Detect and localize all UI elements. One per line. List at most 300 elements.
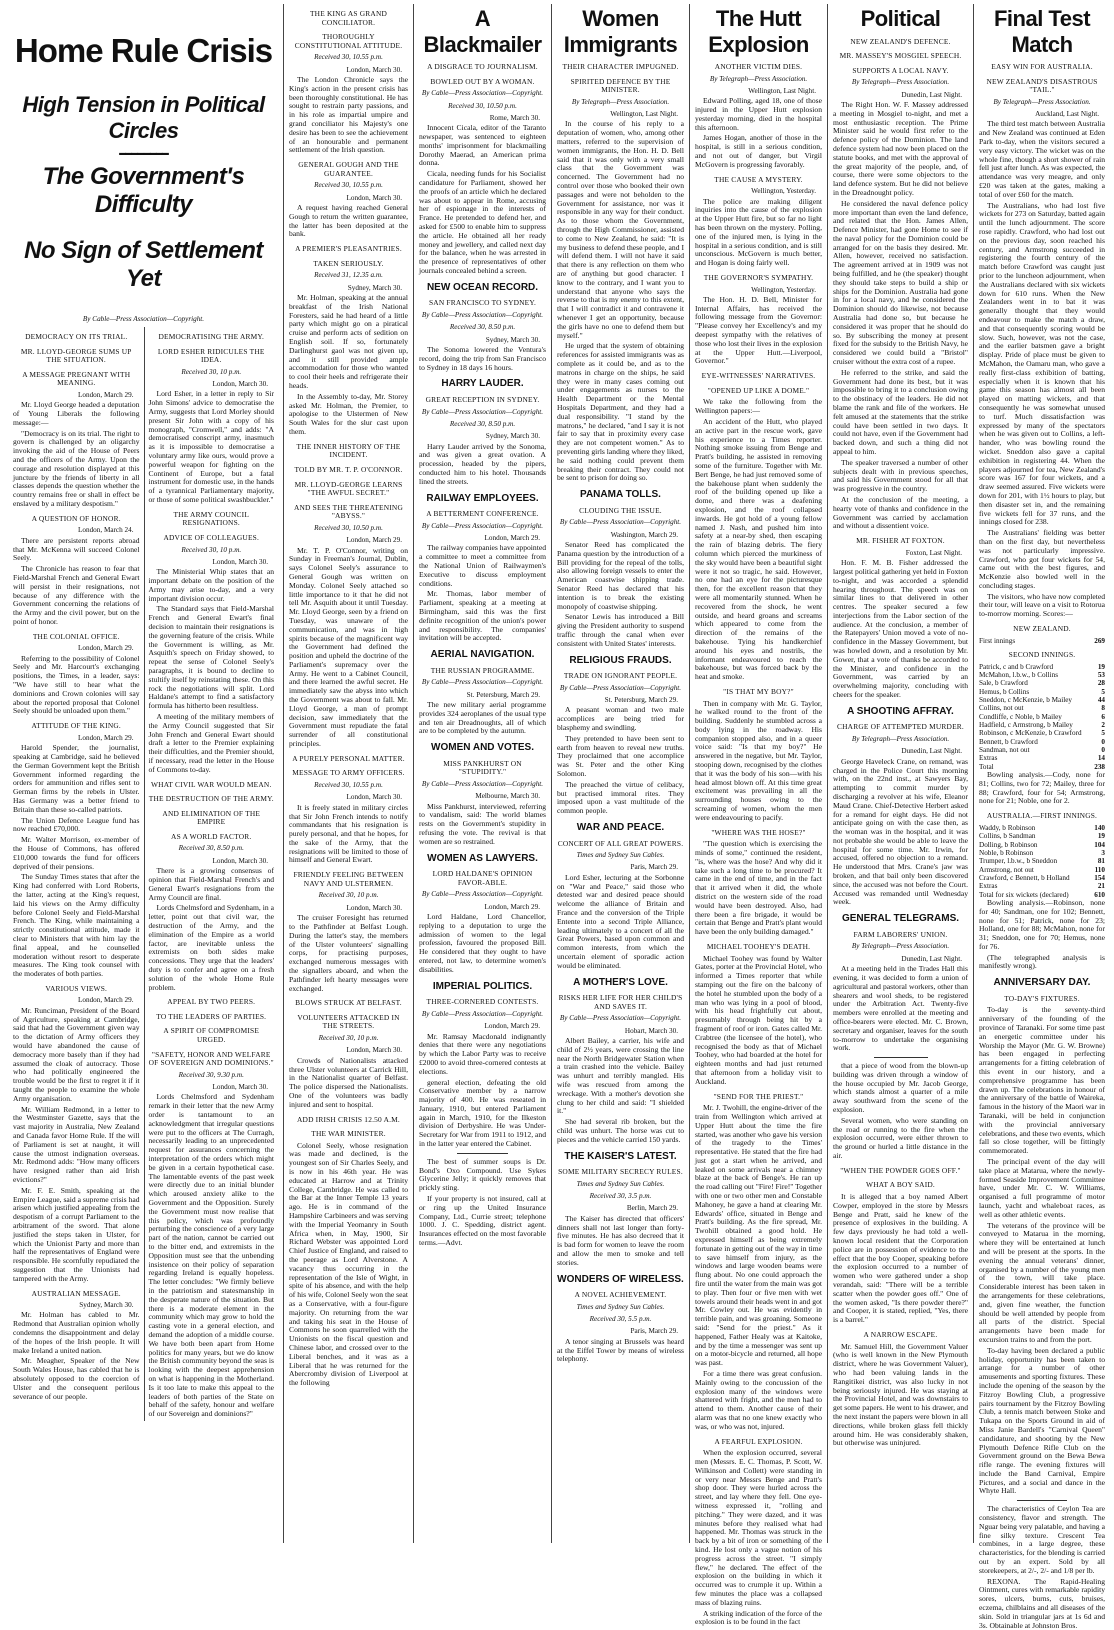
dateline: London, March 29.	[78, 390, 134, 399]
score-row	[979, 713, 1105, 721]
score-name: Trumper, l.b.w., b Sneddon	[979, 857, 1058, 866]
subhead: SPIRITED DEFENCE BY THE MINISTER.	[570, 76, 671, 95]
section-heading: WOMEN AS LAWYERS.	[427, 852, 538, 864]
subhead: CLOUDING THE ISSUE.	[579, 505, 662, 515]
scorecard-au-first	[979, 824, 1105, 891]
paragraph: She had several rib broken, but the child was unhurt. The horse was cut to pieces and the vehicle carried 150 yards.	[557, 1117, 684, 1144]
subhead: SAN FRANCISCO TO SYDNEY.	[428, 298, 537, 308]
received: Received 30, 8.50 p.m.	[449, 323, 516, 332]
score-row	[979, 679, 1105, 687]
cable-credit: By Cable—Press Association—Copyright.	[421, 678, 544, 687]
cable-credit: Times and Sydney Sun Cables.	[576, 1302, 665, 1311]
paragraph: "Democracy is on its trial. The right to govern is challenged by an oligarchy invoking the aid of the House of Peers and the officers of the Army. Upon the courage and resolution displayed at this juncture by the friends of liberty in all classes depends the question whether the country remains free or shall in effect be enslaved by a military despotism."	[13, 428, 140, 509]
score-name: Hadfield, c Armstrong, b Mailey	[979, 720, 1073, 729]
received: Received 30, 8.50 p.m.	[178, 844, 244, 853]
score-name: Crawford, c Bennett, b Holland	[979, 873, 1070, 882]
subhead: SECOND INNINGS.	[1008, 650, 1076, 659]
paragraph: The Australians, who had lost five wickets for 273 on Saturday, batted again until the lunch adjournment. The score rose rapidly. Crawford, who had lost out on the previous day, soon reached his century, and Armstrong succeeded in registering the fourth century of the match before Crawford was caught just prior to the luncheon adjournment, when the Australians declared with six wickets down for 610 runs. When the New Zealanders went in to bat it was generally thought that they would endeavour to make the match a draw, and that consequently scoring would be slow. Such, however, was not the case, and the earlier batsmen gave a bright display. Pride of place must be given to McMahon, the Oamaru man, who gave a really first-class exhibition of batting, especially when it is known that his game this season has almost all been played on matting wickets, and that consequently he was somewhat unused to turf. Much dissatisfaction was expressed by many of the spectators when he was given out to Collins, a left-hander, who was bowling round the wicket. Sneddon also gave a capital exhibition in registering 44. When the players adjourned for tea, New Zealand's score was 167 for four wickets, and a draw seemed assured. Five wickets were down for 201, with 1½ hours to play, but then disaster set in, and the remaining five wickets fell for 37 runs, and the innings closed for 238.	[979, 200, 1105, 527]
subhead: DEMOCRACY ON ITS TRIAL.	[25, 332, 128, 342]
score-row	[979, 729, 1105, 737]
subhead: MR. MASSEY'S MOSGIEL SPEECH.	[839, 51, 962, 61]
paragraph: Mr. F. E. Smith, speaking at the Empire League, said a supreme crisis had arisen which justified appealing from the despotism of a corrupt Parliament to the arbitrament of the sword. That alone justified the steps taken in Ulster, for which the Unionist Party and more than half the representatives of England were responsible. He scornfully repudiated the suggestion that the Unionists had tampered with the Army.	[13, 1185, 140, 1283]
advertisement: The characteristics of Ceylon Tea are consistency, flavor and strength. The Nguar being very palatable, and having a fine silky texture. Crescent Tea combines, in a large degree, these characteristics, for the blending is carried out by an expert. Sold by all storekeepers, at 2/-, 2/- and 1/8 per lb.	[979, 1504, 1105, 1575]
score-row	[979, 824, 1105, 832]
score-value: 238	[1094, 762, 1105, 771]
cable-credit: By Telegraph—Press Association.	[851, 78, 950, 87]
score-value: 140	[1094, 823, 1105, 832]
ornament-divider: ▬▬▬▬ ▬▬▬▬	[119, 149, 168, 158]
subhead: A DISGRACE TO JOURNALISM.	[427, 62, 538, 72]
subhead: "WHEN THE POWDER GOES OFF."	[840, 1165, 961, 1175]
score-row	[979, 754, 1105, 762]
paragraph: The visitors, who have now completed their tour, will leave on a visit to Rotorua to-morrow morning. Scores:—	[979, 591, 1105, 619]
received: Received 30, 10 p.m.	[318, 1034, 379, 1043]
subhead: TAKEN SERIOUSLY.	[313, 258, 384, 268]
score-name: Hemus, b Collins	[979, 687, 1030, 696]
dateline: St. Petersburg, March 29.	[604, 696, 678, 705]
received: Received 30, 10.55 p.m.	[314, 53, 383, 62]
paragraph: Mr. Holman, speaking at the annual breakfast of the Irish National Foresters, said he had heard of a little party which might go on a piratical cruise and perform acts of sedition on English soil. If so, fortunately Darlinghurst gaol was not given up, and it still provided ample accommodation for those who wanted to cool their heels and refrigerate their heads.	[289, 293, 408, 391]
paragraph: Mr. Ramsay Macdonald indignantly denies that there were any negotiations by which the Labor Party was to receive £2000 to avoid three-cornered contests at elections.	[419, 1031, 546, 1076]
dateline: Sydney, March 30.	[347, 283, 402, 292]
score-row	[979, 721, 1105, 729]
subhead: THE GOVERNOR'S SYMPATHY.	[703, 272, 814, 282]
subhead: MICHAEL TOOHEY'S DEATH.	[706, 942, 811, 951]
paragraph: The Sonoma lowered the Ventura's record, doing the trip from San Francisco to Sydney in 18 days 16 hours.	[419, 344, 546, 372]
subhead: TOLD BY MR. T. P. O'CONNOR.	[294, 464, 403, 474]
subhead: A SPIRIT OF COMPROMISE URGED.	[163, 1026, 260, 1045]
paragraph: To-day having been declared a public holiday, opportunity has been taken to arrange for a number of other amusements and sporting fixtures. These include the opening of the season by the Fitzroy Bowling Club, a progressive pairs tournament by the Fitzroy Bowling Club, a tennis match between Stoke and Tukapa on the Sports Ground in aid of Miss Janie Bardell's "Carnival Queen" candidature, and shooting by the New Plymouth Defence Rifle Club on the Government ground on the Bewa Bewa rifle range. The evening fixtures will include the Band Carnival, Empire Pictures, and a social and dance in the Whyte Hall.	[979, 1345, 1105, 1496]
paragraph: The Kaiser has directed that officers' dinners shall not last longer than forty-five minutes. He has also decreed that it is bad form for women to leave the room and allow the men to smoke and tell stories.	[557, 1213, 684, 1267]
subhead: THREE-CORNERED CONTESTS.	[426, 997, 539, 1007]
paragraph: Edward Polling, aged 18, one of those injured in the Upper Hutt explosion yesterday morning, died in the hospital this afternoon.	[695, 96, 822, 132]
cable-credit: By Telegraph—Press Association.	[993, 97, 1091, 106]
score-name: Armstrong, not out	[979, 865, 1034, 874]
dateline: Wellington, Yesterday.	[751, 187, 816, 196]
paragraph: When the explosion occurred, several men (Messrs. E. C. Thomas, P. Scott, W. Wilkinson and Collett) were standing in or very near Messrs Benge and Pratt's shop door. They were hurled across the street, and lay where they fell. One eye-witness expressed it, "rolling and pitching." They were dazed, and it was minutes before they realised what had happened. Mr. Thomas was struck in the back by a bit of iron or something of the kind. He lost only a vague notion of his progress across the street. "I simply flew," he declared. The effect of the explosion on the building in which it occurred was to crumple it up. Within a few minutes the place was a collapsed mass of blazing ruins.	[695, 1448, 822, 1607]
score-name: Collins, b Sandman	[979, 832, 1036, 841]
score-row	[979, 738, 1105, 746]
paragraph: To-day is the seventy-third anniversary of the founding of the province of Taranaki. For some time past an energetic committee under his Worship the Mayor (Mr. G. W. Browne) has been engaged in perfecting arrangements for a fitting celebration of this event in our history, and a comprehensive programme has been drawn up. The celebrations in honour of the anniversary of the battle of Waireka, famous in the history of the Maori war in Taranaki, will be held in conjunction with the provincial anniversary celebrations, and these two events, which fall so close together, will be fittingly commemorated.	[979, 1005, 1105, 1156]
cable-credit: Times and Sydney Sun Cables.	[576, 1179, 665, 1188]
received: Received 30, 10.50 p.m.	[314, 523, 383, 532]
score-value: 6	[1101, 712, 1105, 721]
dateline: Foxton, Last Night.	[905, 548, 962, 557]
score-value: 5	[1101, 687, 1105, 696]
subhead: A FEARFUL EXPLOSION.	[714, 1436, 803, 1446]
score-row	[979, 832, 1105, 840]
score-value: 3	[1101, 848, 1105, 857]
score-row	[979, 663, 1105, 671]
subhead: THE WAR MINISTER.	[311, 1129, 386, 1139]
subhead: THE COLONIAL OFFICE.	[32, 631, 120, 641]
paragraph: Mr. Meagher, Speaker of the New South Wales House, has cabled that he is absolutely opposed to the coercion of Ulster and the consequent perilous severance of our people.	[13, 1356, 140, 1401]
score-name: McMahon, l.b.w., b Collins	[979, 670, 1058, 679]
subhead: "OPENED UP LIKE A DOME."	[707, 385, 810, 395]
paragraph: At the conclusion of the meeting, a hearty vote of thanks and confidence in the Government was carried by acclamation and without a dissentient voice.	[833, 495, 968, 531]
home-rule-right	[144, 327, 279, 1421]
divider	[457, 1153, 508, 1154]
score-value: 44	[1097, 695, 1105, 704]
paragraph: A tenor singing at Brussels was heard at the Eiffel Tower by means of wireless telephony.	[557, 1336, 684, 1364]
subhead	[289, 1116, 408, 1125]
paragraph: In the Assembly to-day, Mr. Storey asked Mr. Holman, the Premier, to apologise to the Ulstermen of New South Wales for the slur cast upon them.	[289, 391, 408, 436]
subhead: NEW ZEALAND.	[1013, 624, 1071, 634]
subhead: WHAT CIVIL WAR WOULD MEAN.	[151, 779, 272, 789]
score-name: Extras	[979, 882, 998, 891]
section-heading: RAILWAY EMPLOYEES.	[426, 492, 539, 504]
subhead: SUPPORTS A LOCAL NAVY.	[852, 65, 949, 75]
cable-credit: By Cable—Press Association—Copyright.	[82, 314, 205, 323]
paragraph: A meeting of the military members of the Army Council suggested that Sir John French and General Ewart should draft a letter to the Premier explaining their difficulties, and the Premier should, if necessary, read the letter in the House of Commons to-day.	[148, 712, 274, 774]
score-value: 154	[1094, 873, 1105, 882]
subhead: AND ELIMINATION OF THE EMPIRE	[162, 808, 261, 827]
subhead: AUSTRALIA.—FIRST INNINGS.	[986, 811, 1098, 821]
paragraph: Mr. Lloyd George headed a deputation of Young Liberals the following message:—	[13, 400, 140, 427]
subhead: MISS PANKHURST ON "STUPIDITY."	[443, 758, 522, 777]
subhead: ADVICE OF COLLEAGUES.	[163, 533, 260, 542]
paragraph: The Ministerial Whip states that an important debate on the position of the Army may arise to-day, and a very important division occur.	[148, 567, 274, 603]
cable-credit: By Cable—Press Association—Copyright.	[421, 521, 544, 530]
headline-high-tension: High Tension in Political Circles	[22, 92, 265, 143]
dateline: London, March 29.	[484, 1022, 540, 1031]
paragraph: He urged that the system of obtaining references for assisted immigrants was as complete as it could be, and as to the matrons in charge on the ships, he said they were in many cases coming out under engagements as nurses to the Health Department or the Mental Hospitals Department, and they had a dual responsibility. "I stand by the matrons," he declared, "and I say it is not fair to say that in proximity every case they are not competent women." As to preventing girls landing where they liked, he said nothing could prevent them breaking their contract. They could not be sent to prison for doing so.	[557, 341, 684, 483]
subhead: THE KING AS GRAND CONCILIATOR.	[309, 9, 388, 27]
cable-credit: By Cable—Press Association—Copyright.	[421, 407, 544, 416]
score-value: 2	[1101, 720, 1105, 729]
section-heading: A SHOOTING AFFRAY.	[847, 705, 954, 717]
paragraph: In the course of his reply to a deputation of women, who, among other matters, referred to the supervision of women immigrants, the Hon. H. D. Bell said that it was only with a very small class that the Government was concerned. The Government had no control over those who booked their own passages and were not beholden to the Government for assistance, nor was it responsible in any way for their conduct. As to those whom the Government, through the High Commissioner, assisted to come to New Zealand, he said: "It is my business to defend these people, and I will defend them. I will not have it said that there is any reflection on them who are of anything but good character. I know to the contrary, and I want you to understand that anyone who says the reverse to that is my enemy to this extent, that I will contradict it and contravene it whenever I get an opportunity, because the girls have no one to defend them but myself."	[557, 119, 684, 340]
paragraph: He referred to the strike, and said the Government had done its best, but it was impossible to bring it to a conclusion owing to the obstinacy of the leaders. He did not blame the rank and file of the workers. He felt amused at the statements that the strike could have been settled in two days. It could not have, even if the Government had backed down, and such a thing did not appeal to him.	[833, 367, 968, 457]
divider	[874, 1057, 928, 1058]
section-heading: ANNIVERSARY DAY.	[993, 977, 1091, 989]
subhead: THE ARMY COUNCIL RESIGNATIONS.	[173, 509, 250, 528]
dateline: Washington, March 29.	[610, 530, 678, 539]
score-row	[979, 866, 1105, 874]
dateline: London, March 29.	[78, 996, 134, 1005]
subhead: THE INNER HISTORY OF THE INCIDENT.	[296, 441, 401, 460]
received: Received 30, 9.30 p.m.	[178, 1070, 244, 1079]
paragraph: Then in company with Mr. G. Taylor, he walked round to the front of the building. Suddenly he stumbled across a body lying in the roadway. His companion stopped also, and in a queer voice said: "Is that my boy?" He answered in the negative, but Mr. Taylor, stooping down, recognised by the clothes that it was the body of his son—with his head almost blown off. At this time great excitement was prevailing in all the surrounding houses owing to the screaming of women, whom the men were endeavouring to pacify.	[695, 698, 822, 822]
dateline: Wellington, Yesterday.	[751, 285, 816, 294]
cable-credit: Times and Sydney Sun Cables.	[576, 851, 665, 860]
dateline: Paris, March 29.	[630, 863, 678, 872]
dateline: Rome, March 30.	[489, 113, 540, 122]
score-name: Collins, not out	[979, 704, 1024, 713]
paragraph: Miss Pankhurst, interviewed, referring to vandalism, said: The world blames rests on the Government's stupidity in refusing the vote. The revival is that women are so restrained.	[419, 801, 546, 846]
score-value: 21	[1097, 882, 1105, 891]
cable-credit: By Cable—Press Association—Copyright.	[421, 890, 544, 899]
section-heading: A MOTHER'S LOVE.	[573, 976, 668, 988]
paragraph: The Sunday Times states that after the King had conferred with Lord Roberts, the latter, acting at the King's request, laid his views on the Army difficulty before Colonel Seely and Field-Marshal French. The King, while maintaining a strictly constitutional attitude, made it clear to Ministers that with him lay the final appeal, and he counselled moderation without resort to desperate measures. The King took counsel with the moderates of both parties.	[13, 872, 140, 979]
headline-political: Political	[860, 6, 941, 31]
paragraph: Hon. F. M. B. Fisher addressed the largest political gathering yet held in Foxton to-night, and was accorded a splendid hearing throughout. The speech was on similar lines to that delivered in other centres. The speaker secured a few interjections from the Labor section of the audience. At the conclusion, a member of the Ratepayers' Union moved a vote of no-confidence in the Massey Government, but was howled down, and a resolution by Mr. Gower, that a vote of thanks be accorded to the Minister, and confidence in the Government, was carried by an overwhelming majority, concluding with cheers for the speaker.	[833, 558, 968, 700]
subhead: BLOWS STRUCK AT BELFAST.	[295, 998, 402, 1008]
subhead: VOLUNTEERS ATTACKED IN THE STREETS.	[297, 1012, 400, 1031]
paragraph: The preached the virtue of celibacy, but practised immoral rites. They imposed upon a vast multitude of the common people.	[557, 779, 684, 816]
headline-hutt-explosion: The Hutt Explosion	[708, 6, 809, 57]
subhead-text: ADD IRISH CRISIS	[297, 1114, 363, 1124]
paragraph: Cicala, needing funds for his Socialist candidature for Parliament, showed her the proofs of an article which he declared was about to appear in Rome, accusing her of espionage in the interests of France. He pretended to defend her, and asked for £500 to enable him to suppress the article. He obtained all her ready money and jewellery, and called next day for the balance, when he was arrested in the presence of representatives of other journals concealed behind a screen.	[419, 169, 546, 275]
subhead: A QUESTION OF HONOR.	[31, 513, 121, 523]
dateline: Auckland, Last Night.	[1035, 110, 1099, 119]
cable-credit: By Cable—Press Association—Copyright.	[421, 310, 544, 319]
subhead: EYE-WITNESSES' NARRATIVES.	[701, 371, 816, 381]
score-name: Robinson, c McKenzie, b Crawford	[979, 729, 1082, 738]
subhead: ANOTHER VICTIM DIES.	[714, 62, 803, 72]
paragraph: An accident of the Hutt, who played an active part in the rescue work, gave his experience to a Times reporter. Nothing smoke issuing from Benge and Pratt's building, he assisted in removing some of the furniture. Together with Mr. Bert Benge, he had just removed some of the bakehouse plant when suddenly the roof of the building opened up like a dome, and there was a deafening explosion, and the roof collapsed inwards. He got hold of a young fellow named J. Nash, and pushed him into safety at a near-by shed, then escaping the rain of blazing debris. The fiery column which pierced the murkiness of the sky would have been a beautiful sight were it not so tragic, he said. However, no one had an eye for the picturesque then, for the excellent reason that they were all momentarily stunned. When he recovered from the shock, he went outside, and heard groans and screams which appeared to come from the direction of the remains of the bakehouse. Tying his handkerchief around his eyes and nostrils, the informant endeavoured to reach the bakehouse, but was forced back by the heat and smoke.	[695, 417, 822, 682]
paragraph: The railway companies have appointed a committee to meet a committee from the National Union of Railwaymen's Executive to discuss employment conditions.	[419, 543, 546, 588]
paragraph: It is freely stated in military circles that Sir John French intends to notify commandants that his resignation is purely personal, and that he hopes, for the sake of the Army, that the resignations will be limited to those of himself and General Ewart.	[289, 802, 408, 865]
paragraph: The Chronicle has reason to fear that Field-Marshal French and General Ewart will persist in their resignations, not because of any difference with the Government concerning the relations of the Army and the civil power, but on the point of honor.	[13, 564, 140, 626]
section-heading: WAR AND PEACE.	[576, 821, 665, 833]
paragraph: Lord Esher, in a letter in reply to Sir John Simons' advice to democratise the Army, suggests that Lord Morley should present Sir John with a copy of his monograph, "Cromwell," and adds: "A democratised conscript army, inasmuch as it is impossible to democratise a voluntary army like ours, would prove a powerful weapon for fighting on the Continent of Europe, but a fatal instrument for domestic use, in the hands of a tyrannical Parliamentary majority, or those of some political swashbuckler."	[148, 389, 274, 505]
paragraph: The principal event of the day will take place at Matarua, where the newly-formed Seaside Improvement Committee have, under Mr. C. W. Williams, organised a full programme of motor launch, yacht and whaleboat races, as well as other athletic events.	[979, 1157, 1105, 1219]
paragraph: The Hon. H. D. Bell, Minister for Internal Affairs, has received the following message from the Governor: "Please convey her Excellency's and my deepest sympathy with the relatives of those who lost their lives in the explosion at the Upper Hutt.—Liverpool, Governor."	[695, 294, 822, 366]
column-home-rule	[4, 4, 283, 1543]
home-rule-body	[9, 327, 278, 1421]
received: Received 30, 10.50 p.m.	[448, 101, 517, 110]
paragraph: Mr. Holman has cabled to Mr. Redmond that Australian opinion wholly condemns the disappointment and delay of the hopes of the Irish people. It will make Ireland a united nation.	[13, 1310, 140, 1355]
dateline: London, March 30.	[346, 1046, 402, 1055]
score-value: 28	[1097, 679, 1105, 688]
dateline: Berlin, March 29.	[626, 1204, 678, 1213]
dateline: Wellington, Last Night.	[748, 86, 816, 95]
paragraph: Harold Spender, the journalist, speaking at Cambridge, said he believed the German Government kept the British Government informed regarding the orders for ammunition and rifles sent to German firms by the rebels in Ulster. Has Germany was a better friend to Britain than these so-called patriots.	[13, 743, 140, 814]
subhead: EASY WIN FOR AUSTRALIA.	[991, 62, 1093, 72]
advertisement: The best of summer soups is Dr. Bond's Oxo Compound. Use Sykes Glycerine Jelly; it quickly removes that prickly sting.	[419, 1156, 546, 1193]
subhead: GREAT RECEPTION IN SYDNEY.	[425, 394, 540, 404]
subhead: RISKS HER LIFE FOR HER CHILD'S AND SAVES IT.	[558, 993, 683, 1011]
paragraph: Mr. Walter Morrison, ex-member of the House of Commons, has offered £10,000 towards the fund for officers deprived of their pensions.	[13, 835, 140, 871]
score-row	[979, 857, 1105, 865]
subhead: MESSAGE TO ARMY OFFICERS.	[292, 768, 405, 778]
home-rule-left	[9, 327, 144, 1421]
advertisement: If your property is not insured, call at or ring up the United Insurance Company, Ltd., Currie street; telephone 1000. J. C. Spedding, district agent. Insurances effected on the most favorable terms.—Advt.	[419, 1194, 546, 1248]
subhead: VARIOUS VIEWS.	[45, 983, 108, 993]
cable-credit: By Cable—Press Association—Copyright.	[559, 1014, 682, 1023]
subhead: MR. LLOYD-GEORGE SUMS UP THE SITUATION.	[20, 346, 132, 365]
column-blackmailer	[413, 4, 551, 1543]
score-name: Condliffe, c Noble, b Mailey	[979, 712, 1062, 721]
score-name: Sandman, not out	[979, 746, 1030, 755]
subhead: CONCERT OF ALL GREAT POWERS.	[557, 838, 684, 848]
paragraph: A peasant woman and two male accomplices are being tried for blasphemy and swindling.	[557, 705, 684, 732]
dateline: Sydney, March 30.	[485, 432, 540, 441]
subhead: THE DESTRUCTION OF THE ARMY.	[148, 794, 274, 804]
subhead: LORD ESHER RIDICULES THE IDEA.	[157, 346, 265, 365]
cable-credit: By Telegraph—Press Association.	[851, 735, 950, 744]
score-name: Total for six wickets (declared)	[979, 890, 1069, 899]
section-heading: WONDERS OF WIRELESS.	[557, 1273, 684, 1285]
subhead: FRIENDLY FEELING BETWEEN NAVY AND ULSTERMEN.	[293, 870, 404, 888]
section-heading: THE KAISER'S LATEST.	[564, 1150, 677, 1162]
paragraph: Bowling analysis.—Robinson, none for 40; Sandman, one for 102; Bennett, none for 51; Patrick, none for 23; Holland, one for 88; McMahon, none for 31; Sneddon, one for 70; Hemus, none for 76.	[979, 897, 1105, 951]
score-row	[979, 696, 1105, 704]
cable-credit: By Cable—Press Association—Copyright.	[421, 89, 544, 98]
paragraph: Several women, who were standing on the road or running to the fire when the explosion occurred, were either thrown to the ground or hurled a little distance in the air.	[833, 1115, 968, 1161]
score-name: Waddy, b Robinson	[979, 823, 1036, 832]
subhead: LORD HALDANE'S OPINION FAVOR-ABLE.	[432, 869, 533, 887]
paragraph: Mr. J. Twohill, the engine-driver of the train from Wellington which arrived at Upper Hutt about the time the fire started, was another who gave his version of the tragedy to the Times' representative. He stated that the fire had just got a start when he arrived, and leaked on some arrivals near a chimney blaze at the back of Benge's. He ran up the road calling out "Fire! Fire!" Together with one or two other men and Constable Mahoney, he gave a hand at clearing Mr. Edwards' office, situated in Benge and Pratt's building. As the fire spread, Mr. Twohill obtained a good hold. He expressed himself as being extremely fortunate in getting out of the way in time to save himself from injury, as the windows and large wooden beams were flung about. No one could approach the fire until the water from the main was got to play. Then four or five men with wet towels around their heads went in and got Mr. Cowley out. He was evidently in terrible pain, and was groaning. Someone said: "Send for the priest." As it happened, Father Healy was at Kaitoke, and by the time a messenger was sent up on a motor-bicycle and returned, all hope was past.	[695, 1103, 822, 1368]
paragraph: general election, defeating the old Conservative member by a narrow majority of 400. He was reseated in January, 1910, but entered Parliament again in March, 1910, for the Ilkeston division of Derbyshire. He was Under-Secretary for War from 1911 to 1912, and in the latter year entered the Cabinet.	[419, 1077, 546, 1149]
paragraph: Michael Toohey was found by Walter Gates, porter at the Provincial Hotel, who informed a Times reporter that while stamping out the fire on the balcony of the hotel he stumbled upon the body of a man who was lying in a pool of blood, with his head frightfully cut about, presumably through being hit by a fragment of roof or iron. Gates called Mr. Crabtree (the licensee of the hotel), who recognised the body as that of Michael Toohey, who had boarded at the hotel for eighteen months and had just returned that afternoon from a holiday visit to Auckland.	[695, 953, 822, 1086]
paragraph: There is a growing consensus of opinion that Field-Marshal French's and General Ewart's resignations from the Army Council are final.	[148, 866, 274, 902]
paragraph: It is alleged that a boy named Albert Cowper, employed in the store by Messrs Benge and Pratt, said he knew of the presence of explosives in the building. A few days previously he had told a well-known local resident that the Corporation police are in possession of evidence to the effect that the boy Cooper, speaking before the explosion occurred to a number of women who were gathered under a shop verandah, said: "There will be a terrible scatter when the powder goes off." One of the women asked, "Is there powder there?" and Cooper, it is stated, replied, "Yes, there is a barrel."	[833, 1192, 968, 1325]
dateline: Sydney, March 30.	[79, 1301, 134, 1310]
score-value: 110	[1094, 865, 1105, 874]
received: Received 30, 10 p.m.	[318, 891, 379, 900]
section-heading: NEW OCEAN RECORD.	[426, 281, 539, 293]
advertisement: REXONA. The Rapid-Healing Ointment, cures with remarkable rapidity sores, ulcers, burns, cuts, bruises, eczema, chilblains and all diseases of the skin. Sold in triangular jars at 1s 6d and 3s. Obtainable at Johnston Bros.	[979, 1576, 1105, 1630]
subhead: "SEND FOR THE PRIEST."	[713, 1091, 804, 1101]
paragraph: We take the following from the Wellington papers:—	[695, 397, 822, 416]
score-name: Patrick, c and b Crawford	[979, 662, 1054, 671]
received: Received 30, 10 p.m.	[181, 367, 242, 376]
column-hutt-explosion	[689, 4, 827, 1627]
dateline: London, March 30.	[212, 1083, 268, 1092]
paragraph: The Union Defence League fund has now reached £70,000.	[13, 815, 140, 834]
column-political	[827, 4, 973, 1543]
paragraph: The Australians' fielding was better than on the first day, but nevertheless was not particularly impressive. Crawford, who got four wickets for 54, came out with the best figures, and McKenzie also bowled well in the concluding stages.	[979, 528, 1105, 590]
dateline: London, March 24.	[78, 526, 134, 535]
dateline: London, March 30.	[346, 65, 402, 74]
headline-final-test: Final Test Match	[993, 6, 1091, 57]
dateline: London, March 29.	[78, 644, 134, 653]
section-heading: IMPERIAL POLITICS.	[432, 980, 533, 992]
subhead-time: 12.50 A.M.	[364, 1114, 400, 1124]
dateline: St. Petersburg, March 29.	[466, 690, 540, 699]
paragraph: Crowds of Nationalists attacked three Ulster volunteers at Carrick Hill, in the Nationalist quarter of Belfast. The police dispersed the Nationalists. One of the volunteers was badly injured and sent to hospital.	[289, 1055, 408, 1109]
column-final-test	[973, 4, 1110, 1630]
score-value: 19	[1097, 832, 1105, 841]
dateline: Dunedin, Last Night.	[901, 954, 962, 963]
score-row	[979, 671, 1105, 679]
paragraph: Innocent Cicala, editor of the Taranto newspaper, was sentenced to eighteen months' imprisonment for blackmailing Dorothy Maerad, an American prima donna.	[419, 123, 546, 168]
received: Received 30, 10 p.m.	[181, 545, 242, 554]
subhead: THE CAUSE A MYSTERY.	[714, 174, 803, 184]
paragraph: Mr. Samuel Hill, the Government Valuer (who is well known in the New Plymouth district, where he was Government Valuer), who had been valuing lands in the Rangitikei district, was also lucky in not being seriously injured. He was staying at the Provincial Hotel, and was downstairs to get some papers. He went to his drawer, and the next instant the papers were blown in all directions, while broken glass fell thickly around him. He was considerably shaken, but otherwise was uninjured.	[833, 1341, 968, 1448]
paragraph: Colonel Seely, whose resignation was made and declined, is the youngest son of Sir Charles Seely, and is now in his 46th year. He was educated at Harrow and at Trinity College, Cambridge. He was called to the Bar at the Inner Temple 13 years ago. He is in command of the Hampshire Carbineers and was serving with the Imperial Yeomanry in South Africa when, in May, 1900, Sir Richard Webster was appointed Lord Chief Justice of England, and raised to the peerage as Lord Alverstone. A vacancy thus occurring in the representation of the Isle of Wight, in spite of his absence, and with the help of his wife, Colonel Seely won the seat as a Conservative, with a four-figure majority. On returning from the war and taking his seat in the House of Commons he soon quarrelled with the Unionists on the fiscal question and Chinese labor, and crossed over to the Liberal benches, and it was as a Liberal that he was returned for the Abercromby division of Liverpool at the following	[289, 1140, 408, 1388]
scorecard-nz-first	[979, 637, 1105, 645]
scorecard-nz-second	[979, 663, 1105, 763]
score-row	[979, 849, 1105, 857]
section-heading: RELIGIOUS FRAUDS.	[569, 654, 672, 666]
subhead: A BETTERMENT CONFERENCE.	[426, 509, 539, 519]
score-name: Total	[979, 762, 994, 771]
paragraph: George Haveleck Crane, on remand, was charged in the Police Court this morning with, on the 22nd inst., at Sawyers Bay, attempting to commit murder by discharging a revolver at his wife, Eleanor Maud Crane. Chief-Detective Herbert asked for a remand for eight days. He did not anticipate going on with the case then, as the woman was in the hospital, and it was not probable she would be able to leave the hospital for some time. Mr. Irwin, for accused, offered no objection to a remand. He understood that Mrs. Crane's jaw was broken, and that bail only been discovered since, the accused was not before the Court. Accused was remanded until Wednesday week.	[833, 756, 968, 907]
paragraph: Mr. William Redmond, in a letter to the Westminster Gazette, says that the vast majority in Australia, New Zealand and Canada favor Home Rule. If the will of Parliament is set at naught, it will cause the utmost indignation overseas. Mr. Redmond adds: "How many officers have resigned rather than aid Irish evictions?"	[13, 1104, 140, 1184]
subhead: THEIR CHARACTER IMPUGNED.	[562, 62, 679, 72]
paragraph: Lord Esher, lecturing at the Sorbonne on "War and Peace," said those who detested war and desired peace should welcome the alliance of Britain and France and the conversion of the Triple Entente into a second Triple Alliance, leading ultimately to a concert of all the Great Powers, based upon common and common interests, from which the uncertain element of sporadic action would be eliminated.	[557, 872, 684, 970]
cable-credit: By Telegraph—Press Association.	[709, 74, 808, 83]
headline-blackmailer: A Blackmailer	[423, 6, 542, 57]
subhead: FARM LABORERS' UNION.	[853, 929, 948, 939]
subhead: "SAFETY, HONOR AND WELFARE OF SOVEREIGN AND DOMINIONS."	[148, 1049, 274, 1068]
divider	[1017, 1500, 1067, 1501]
paragraph: At a meeting held in the Trades Hall this evening, it was decided to form a union of agricultural and pastoral workers, other than shearers and wool sheds, to be registered under the Arbitration Act. Twenty-five members were enrolled at the meeting and office-bearers were elected. Mr. C. Brown, secretary and organiser, leaves for the south to-morrow to undertake the organising work.	[833, 964, 968, 1053]
paragraph: (The telegraphed analysis is manifestly wrong).	[979, 952, 1105, 971]
paragraph: Harry Lauder arrived by the Sonoma, and was given a great ovation. A procession, headed by the pipers, conducted him to his hotel. Thousands lined the streets.	[419, 441, 546, 486]
received: Received 30, 8.50 p.m.	[449, 419, 516, 428]
subhead: "WHERE WAS THE HOSE?"	[711, 827, 806, 837]
headline-governments-difficulty: The Government's Difficulty	[42, 163, 245, 219]
score-row	[979, 746, 1105, 754]
subhead: A NOVEL ACHIEVEMENT.	[574, 1290, 667, 1300]
dateline: London, March 30.	[346, 193, 402, 202]
subhead: A PURELY PERSONAL MATTER.	[292, 753, 405, 763]
paragraph: The cruiser Foresight has returned to the Pathfinder at Belfast Lough. During the latter's stay, the members of the Ulster volunteers' signalling corps, for practising purposes, exchanged numerous messages with the signallers aboard, and when the Pathfinder left hearty messages were exchanged.	[289, 913, 408, 993]
paragraph: Mr. Thomas, labor member of Parliament, speaking at a meeting at Birmingham, said this was the first definite recognition of the union's power and responsibility. The companies' invitation will be accepted.	[419, 589, 546, 643]
headline-women-immigrants: Women Immigrants	[563, 6, 678, 57]
column-women-immigrants	[551, 4, 689, 1543]
section-heading: GENERAL TELEGRAMS.	[841, 913, 960, 925]
section-heading: WOMEN AND VOTES.	[431, 742, 534, 754]
dateline: Wellington, Last Night.	[610, 110, 678, 119]
subhead: MR. FISHER AT FOXTON.	[856, 536, 945, 546]
paragraph: For a time there was great confusion. Mainly owing to the concussion of the explosion many of the windows were shattered with fright, and the men had to attend to them. Another cause of their alarm was that no one knew exactly who was, or who was not, injured.	[695, 1369, 822, 1431]
score-name: First innings	[979, 636, 1016, 645]
dateline: Hobart, March 30.	[624, 1026, 678, 1035]
paragraph: There are persistent reports abroad that Mr. McKenna will succeed Colonel Seely.	[13, 535, 140, 563]
paragraph: Lords Chelmsford and Sydenham remark in their letter that the new Army order is tantamount to an acknowledgment that irregular questions were put to the officers at The Curragh, necessarily leading to an unprecedented request for assurances concerning the interpretation of the orders which might be given in a certain hypothetical case. The lamentable events of the past week were directly due to an initial blunder which aroused anxiety alike to the Government and the Opposition. Surely the Government must now realise that this policy, which was profoundly perturbing the conscience of a very large part of the nation, cannot be carried out to the bitter end, and extremists in the Opposition must see that the unbending insistence on their policy of separation regarding Ireland is equally hopeless. The letter concludes: "We firmly believe in the patriotism and statesmanship in the desperate nature of the situation. But there is a moderate element in the community which may grow to hold the casting vote in a general election, and demand the adoption of a middle course. We have both been apart from Home politics for many years, but we do know the British community beyond the seas is looking with the deepest apprehension on what is happening in the Motherland. Is it too late to make this appeal to the leaders of both parties of the State on behalf of the safety, honour and welfare of our Sovereign and dominions?"	[148, 1092, 274, 1419]
score-row	[979, 874, 1105, 882]
paragraph: The London Chronicle says the King's action in the present crisis has been thoroughly constitutional. He has sought to restrain party passions, and in his role as impartial umpire and grand conciliator his Majesty's one desire has been to see the achievement of an honourable and permanent settlement of the Irish question.	[289, 75, 408, 155]
paragraph: Albert Bailey, a carrier, his wife and child of 2½ years, were crossing the line near the North Bridgewater Station when a train crashed into the vehicle. Bailey was unhurt and terribly mangled. His wife was rescued from among the wreckage. With a mother's devotion she clung to her child and said: "I shielded it."	[557, 1036, 684, 1116]
score-name: Sale, b Crawford	[979, 679, 1028, 688]
subhead: GENERAL GOUGH AND THE GUARANTEE.	[298, 160, 399, 178]
score-value: 104	[1094, 840, 1105, 849]
subhead: THOROUGHLY CONSTITUTIONAL ATTITUDE.	[294, 32, 403, 50]
score-row	[979, 704, 1105, 712]
newspaper-page	[4, 4, 1110, 1630]
subhead: MR. LLOYD-GEORGE LEARNS "THE AWFUL SECRET."	[294, 479, 403, 498]
dateline: London, March 30.	[212, 856, 268, 865]
subhead: A MESSAGE PREGNANT WITH MEANING.	[22, 369, 131, 388]
paragraph: The new military aerial programme provides 324 aeroplanes of the usual type and ten air Dreadnoughts, all of which are to be completed by the autumn.	[419, 700, 546, 736]
section-heading: PANAMA TOLLS.	[580, 489, 661, 501]
subhead: DEMOCRATISING THE ARMY.	[158, 332, 265, 342]
score-value: 81	[1097, 857, 1105, 866]
paragraph: Mr. Runciman, President of the Board of Agriculture, speaking at Cambridge, said that had the Government given way to the dictation of Army officers they would have abandoned the cause of democracy more basely than if they had assumed the cloak of autocracy. Those who had politically engineered the trouble would be the first to regret it if it taught the people to examine the whole Army organisation.	[13, 1005, 140, 1103]
dateline: Sydney, March 30.	[485, 335, 540, 344]
paragraph: The police are making diligent inquiries into the cause of the explosion at the Upper Hutt fire, but so far no light has been thrown on the mystery. Polling, one of the injured men, is lying in the hospital in a serious condition, and is still unconscious. McGovern is much better, and Hogan is doing fairly well.	[695, 196, 822, 268]
score-row	[979, 637, 1105, 645]
score-row	[979, 841, 1105, 849]
dateline: London, March 29.	[484, 534, 540, 543]
subhead: TRADE ON IGNORANT PEOPLE.	[563, 671, 678, 681]
paragraph: A striking indication of the force of the explosion is to be found in the fact	[695, 1608, 822, 1627]
dateline: London, March 30.	[212, 380, 268, 389]
subhead: NEW ZEALAND'S DISASTROUS "TAIL."	[986, 76, 1098, 95]
dateline: Melbourne, March 30.	[475, 792, 540, 801]
received: Received 31, 12.35 a.m.	[314, 271, 383, 280]
paragraph: Mr. T. P. O'Connor, writing on Sunday in Freeman's Journal, Dublin, says Colonel Seely's assurance to General Gough was written on Monday. Colonel Seely attached so little importance to it that he did not tell Mr. Asquith about it until Tuesday. Mr. Lloyd George, seen by a friend on Tuesday, was unaware of the communication, and was in high spirits because of the magnificent way the Government had defined the position and upheld the doctrine of the Parliament's supremacy over the Army. He went to a Cabinet Council, and there learned the awful secret. He immediately saw the abyss into which the Government was about to fall. Mr. Lloyd George, a man of prompt decision, saw immediately that the Government must repudiate the fatal surrender of all constitutional principles.	[289, 545, 408, 749]
paragraph: The Standard says that Field-Marshal French and General Ewart's final decision to maintain their resignations is the governing feature of the crisis. While the Government is willing, as Mr. Asquith's speech on Friday showed, to repeat the sense of Colonel Seely's paragraphs, it is bound to decline to stultify itself by reinstating these. On this rock the negotiations will split. Lord Haldane's attempt to find a satisfactory formula has hitherto been resultless.	[148, 604, 274, 711]
subhead: SOME MILITARY SECRECY RULES.	[558, 1167, 683, 1177]
paragraph: He considered the naval defence policy more important than even the land defence, and related that the Hon. James Allen, Defence Minister, had gone Home to see if the naval policy for the Dominion could be arranged for on the basis they desired. Mr. Allen, however, received no satisfaction. The agreement arrived at in 1909 was not being fulfilled, and he (the speaker) thought they should take steps to build a ship or ships for the Dominion. Australia had gone in for a local navy, and he considered the Dominion should do likewise, not because Australia had done so, but because he considered it was proper that he should do so. By subscribing the money at present fixed for the subsidy to the British Navy, he considered we could build a "Bristol" cruiser without the extra cost of a rupee.	[833, 198, 968, 367]
column-king-conciliator	[283, 4, 413, 1543]
cable-credit: By Telegraph—Press Association.	[851, 942, 950, 951]
received: Received 30, 10.55 p.m.	[314, 781, 383, 790]
paragraph: Referring to the possibility of Colonel Seely and Mr. Harcourt's exchanging positions, the Times, in a leader, says: "We have still to hear what the dominions and Crown colonies will say about the reported proposal that Colonel Seely should be unloaded upon them."	[13, 653, 140, 716]
subhead: TO THE LEADERS OF PARTIES.	[156, 1011, 267, 1021]
subhead: ATTITUDE OF THE KING.	[31, 721, 121, 731]
dateline: London, March 30.	[212, 557, 268, 566]
score-name: Dolling, b Robinson	[979, 840, 1038, 849]
dateline: Dunedin, Last Night.	[901, 747, 962, 756]
received: Received 30, 10.55 p.m.	[314, 181, 383, 190]
